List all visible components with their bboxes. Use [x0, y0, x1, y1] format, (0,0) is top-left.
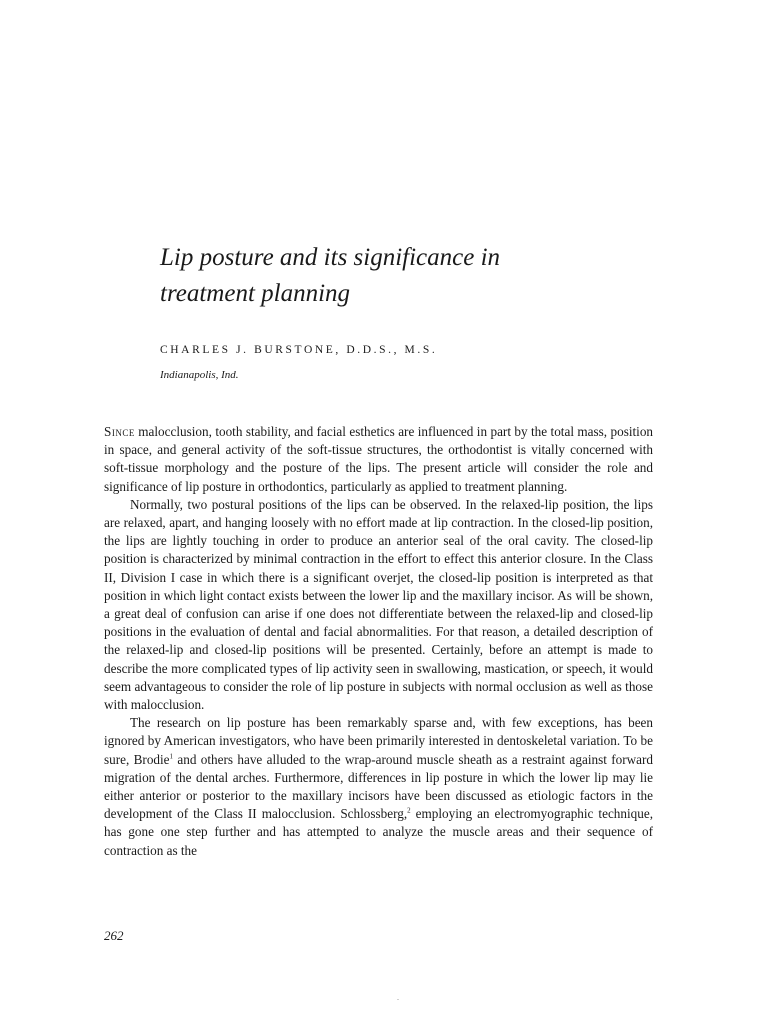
title-line-2: treatment planning — [160, 280, 351, 307]
article-body — [104, 423, 653, 860]
reference-2: 2 — [407, 806, 411, 815]
reference-1: 1 — [169, 752, 174, 761]
article-title — [160, 240, 680, 312]
paragraph-2: Normally, two postural positions of the lips can be observed. In the relaxed-lip position, the lips are relaxed, apart, and hanging loosely with no effort made at lip contraction. In the closed-lip position, the lips are lightly touching in order to produce an anterior seal of the oral cavity. The closed-lip position is characterized by minimal contraction in the effort to effect this anterior closure. In the Class II, Division I case in which there is a significant overjet, the closed-lip position is interpreted as that position in which light contact exists between the lower lip and the maxillary incisor. As will be shown, a great deal of confusion can arise if one does not differentiate between the relaxed-lip and closed-lip positions in the evaluation of dental and facial abnormalities. For that reason, a detailed description of the relaxed-lip and closed-lip positions will be presented. Certainly, before an attempt is made to describe the more complicated types of lip activity seen in swallowing, mastication, or speech, it would seem advantageous to consider the role of lip posture in subjects with normal occlusion as well as those with malocclusion. — [104, 496, 653, 713]
paragraph-3 — [104, 714, 653, 860]
dropcap-word: Since — [104, 424, 135, 439]
page-number: 262 — [104, 928, 124, 943]
paragraph-3-part-1: The research on lip posture has been remarkably sparse and, with few exceptions, has been ignored by American investigators, who have been primarily interested in dentoskeletal variation. To be sure, Brodie — [104, 715, 653, 767]
footer-mark: . — [397, 993, 399, 1002]
author-affiliation: Indianapolis, Ind. — [160, 369, 239, 381]
title-line-1: Lip posture and its significance in — [160, 244, 501, 271]
paragraph-1-text: malocclusion, tooth stability, and facial esthetics are influenced in part by the total mass, position in space, and general activity of the soft-tissue structures, the orthodontist is vitally concerned with soft-tissue morphology and the posture of the lips. The present article will consider the role and significance of lip posture in orthodontics, particularly as applied to treatment planning. — [104, 424, 654, 494]
paragraph-3-part-2: and others have alluded to the wrap-around muscle sheath as a restraint against forward migration of the dental arches. Furthermore, differences in lip posture in which the lower lip may lie either anterior or posterior to the maxillary incisors have been discussed as etiologic factors in the development of the Class II malocclusion. Schlossberg, — [104, 751, 653, 822]
paragraph-1 — [104, 423, 653, 496]
paragraph-3-part-3: employing an electromyographic technique, has gone one step further and has attempted to analyze the muscle areas and their sequence of contraction as the — [104, 806, 653, 858]
author-name: CHARLES J. BURSTONE, D.D.S., M.S. — [160, 344, 438, 356]
